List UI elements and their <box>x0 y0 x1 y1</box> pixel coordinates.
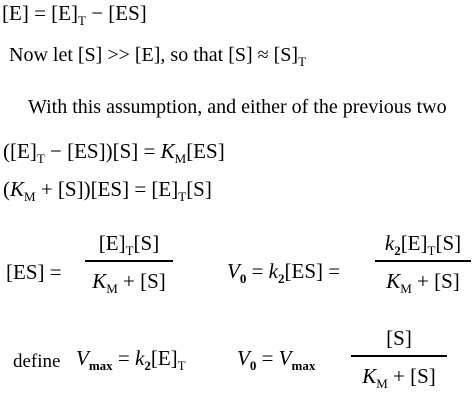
v0-fraction-numerator: $k_2[E]_T[S]$ <box>384 231 462 258</box>
assumption-description: With this assumption, and either of the previous two <box>28 96 447 118</box>
define-label: define <box>13 351 61 372</box>
v0-fraction <box>375 231 471 296</box>
mm-fraction-numerator: [S] <box>386 326 412 350</box>
steady-state-equation-1: $([E]_T - [ES])[S] = K_M[ES]$ <box>3 139 225 166</box>
substrate-assumption-text: Now let [S] >> [E], so that $[S] \approx [S]_T$ <box>9 44 307 69</box>
michaelis-menten-lhs: $V_0 = V_{max}$ <box>237 346 316 373</box>
steady-state-equation-2: $(K_M + [S])[ES] = [E]_T[S]$ <box>3 177 212 204</box>
es-equation-lhs: [ES] = <box>6 260 62 284</box>
es-fraction-numerator: $[E]_T[S]$ <box>98 231 160 258</box>
michaelis-menten-fraction <box>351 326 447 391</box>
v0-fraction-denominator: $K_M + [S]$ <box>386 268 460 296</box>
v0-equation-lhs: $V_0 = k_2[ES]$ = <box>227 259 341 286</box>
es-fraction <box>85 231 173 296</box>
enzyme-conservation-equation: $[E] = [E]_T - [ES]$ <box>2 1 147 28</box>
es-fraction-denominator: $K_M + [S]$ <box>92 268 166 296</box>
vmax-definition: $V_{max} = k_2[E]_T$ <box>76 346 186 373</box>
mm-fraction-denominator: $K_M + [S]$ <box>362 363 436 391</box>
